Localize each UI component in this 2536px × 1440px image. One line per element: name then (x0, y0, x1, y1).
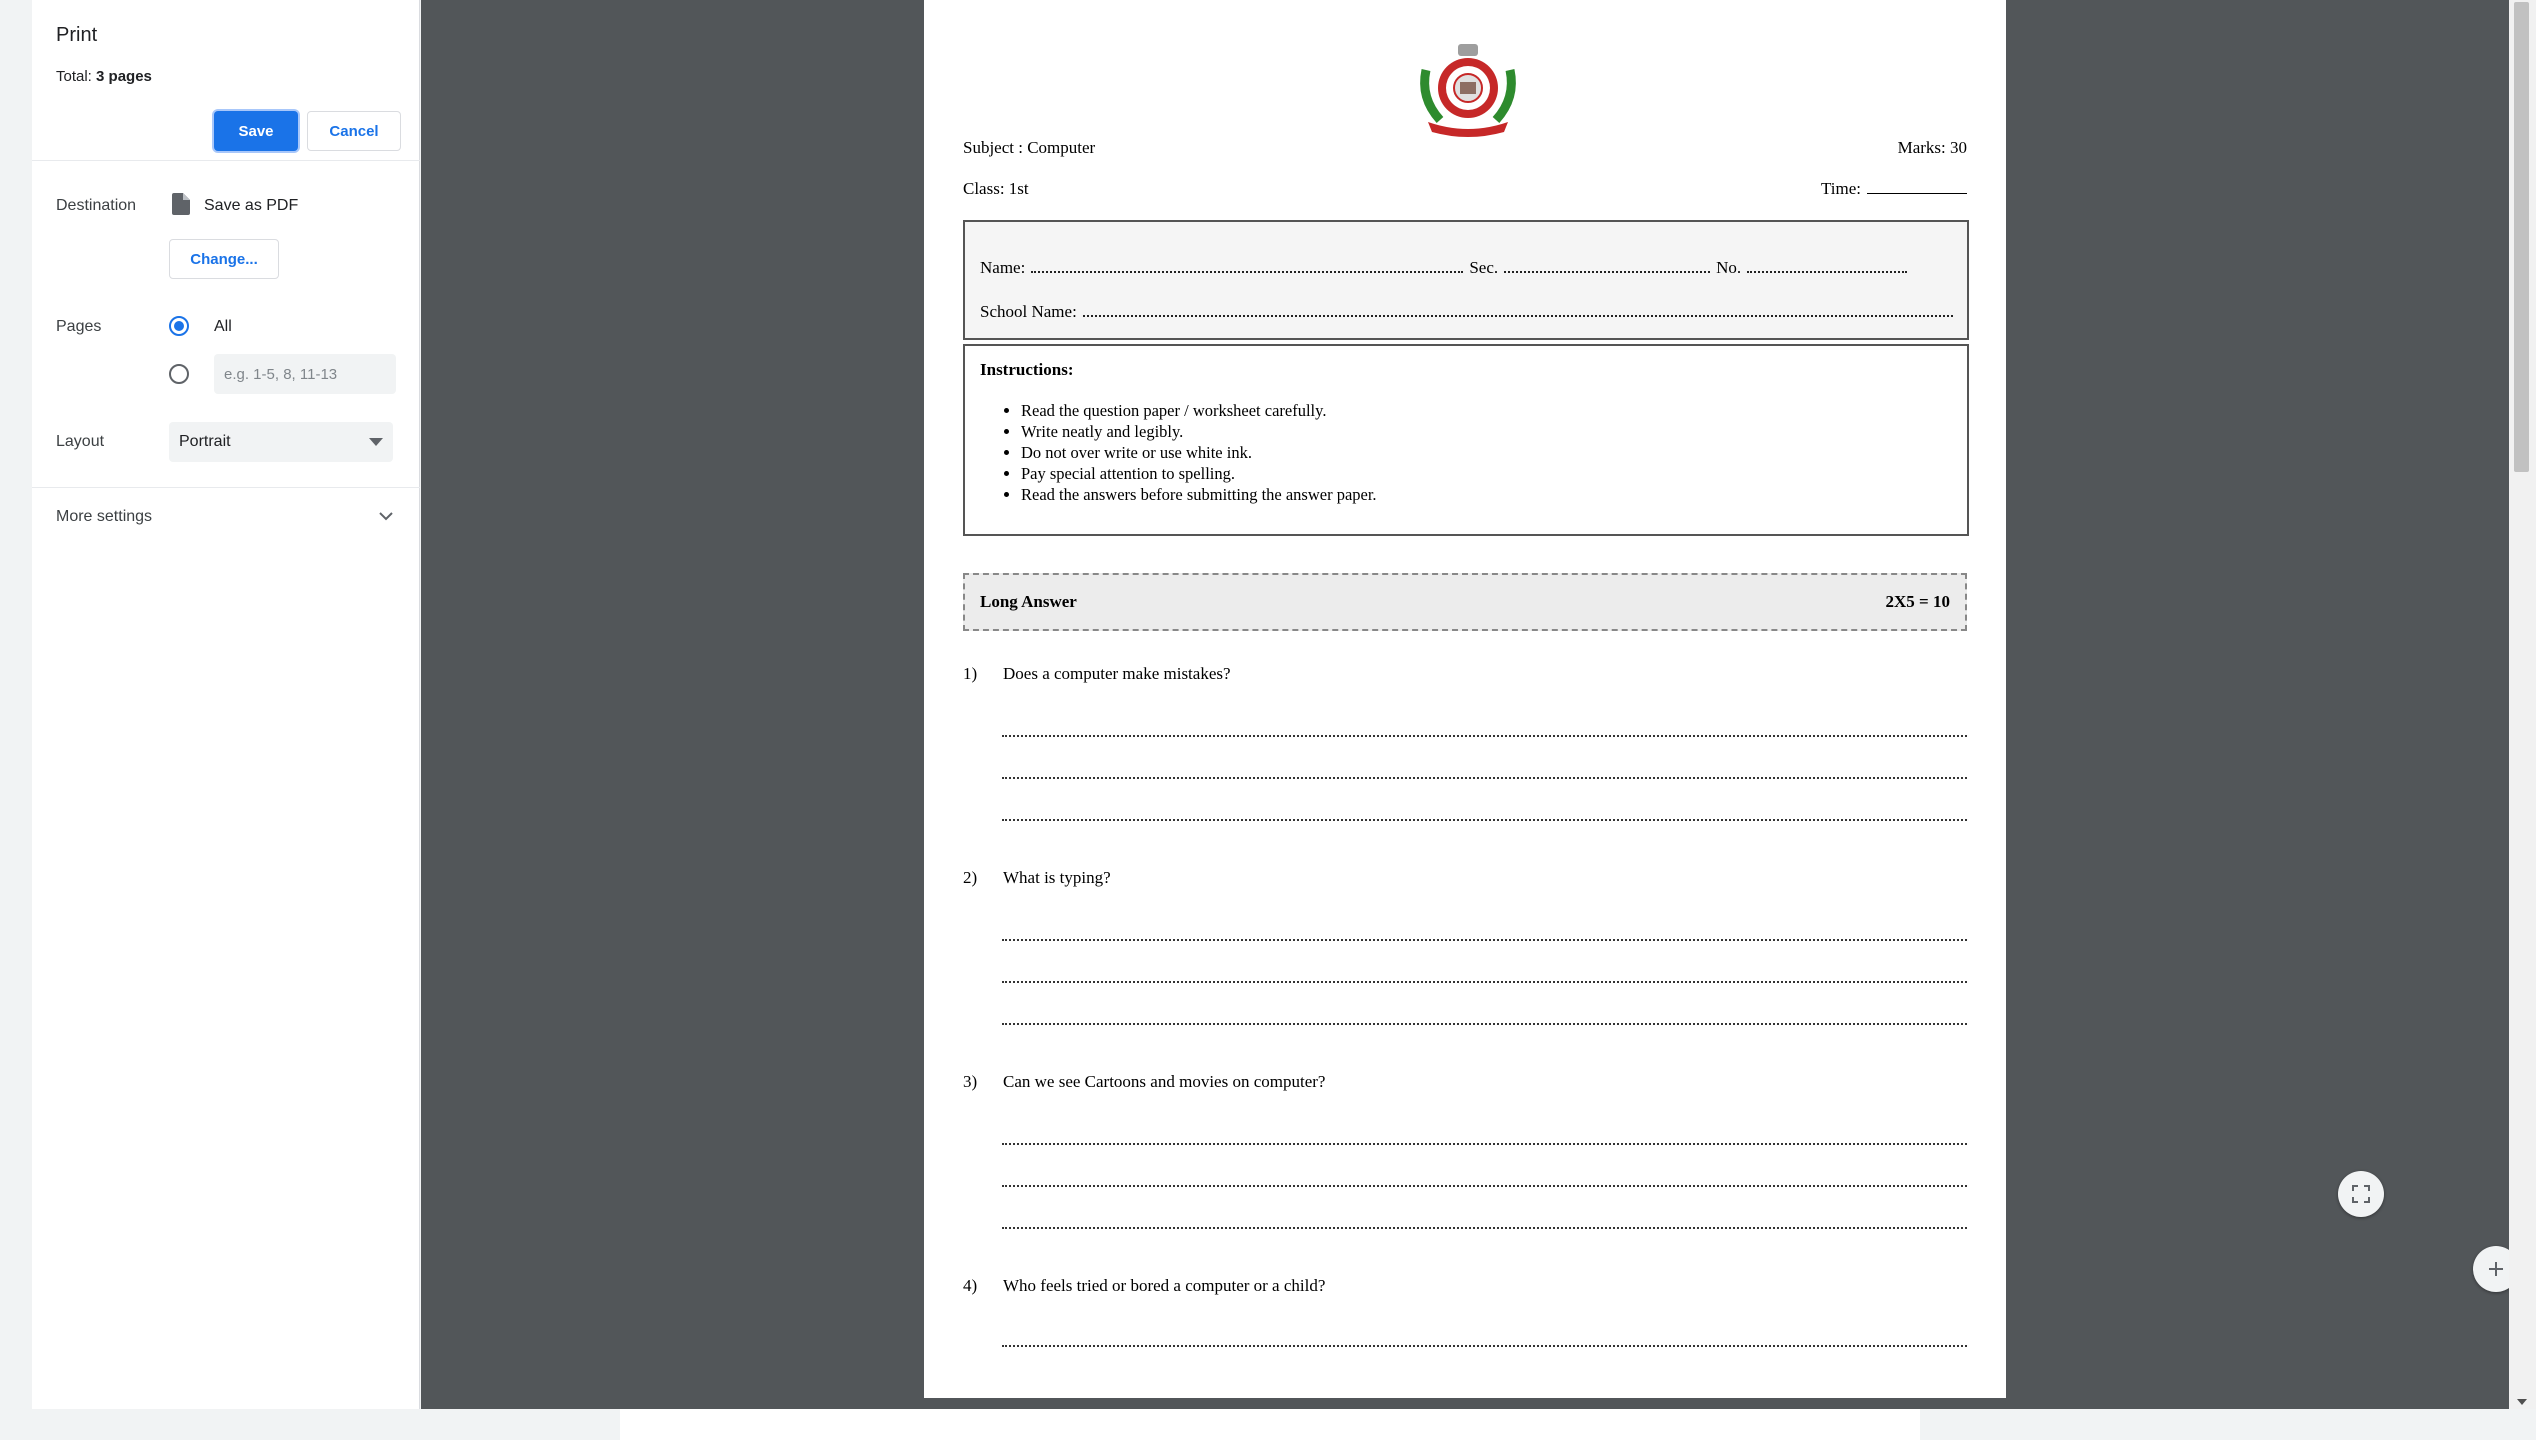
preview-page (924, 0, 2006, 1398)
student-info-box (963, 220, 1969, 340)
preview-scrollbar[interactable] (2509, 0, 2536, 1409)
instruction-item: • Write neatly and legibly. (1021, 421, 1377, 442)
more-settings-label: More settings (56, 508, 153, 525)
total-pages (56, 68, 152, 85)
instruction-item: • Read the answers before submitting the answer paper. (1021, 484, 1377, 505)
school-crest-logo (1414, 36, 1522, 140)
print-settings-panel (32, 0, 420, 1409)
question-number: 3) (963, 1072, 978, 1091)
sec-blank (1504, 261, 1710, 273)
answer-line (1002, 939, 1967, 941)
bottom-strip (620, 1409, 1920, 1440)
question-text: Does a computer make mistakes? (1003, 664, 1231, 683)
subject-text: Subject : Computer (963, 138, 1096, 157)
school-row (980, 302, 1959, 322)
chevron-down-icon (376, 506, 396, 526)
fit-to-page-icon (2352, 1185, 2370, 1203)
question-text: Who feels tried or bored a computer or a child? (1003, 1276, 1326, 1295)
scrollbar-thumb[interactable] (2514, 2, 2529, 472)
total-value: 3 pages (96, 68, 152, 85)
time-field (1821, 179, 1967, 199)
layout-select-value: Portrait (179, 433, 231, 450)
school-label: School Name: (980, 302, 1077, 321)
answer-line (1002, 819, 1967, 821)
time-label: Time: (1820, 179, 1861, 198)
dropdown-caret-icon (369, 438, 383, 446)
pages-custom-radio[interactable] (169, 364, 189, 384)
answer-line (1002, 1023, 1967, 1025)
answer-line (1002, 777, 1967, 779)
destination-label: Destination (56, 197, 137, 214)
question (963, 868, 1111, 888)
answer-line (1002, 1227, 1967, 1229)
header-divider (32, 160, 420, 161)
print-dialog-title: Print (56, 24, 98, 46)
question-text: What is typing? (1003, 868, 1111, 887)
question (963, 664, 1231, 684)
instruction-item: • Read the question paper / worksheet carefully. (1021, 400, 1377, 421)
fit-to-page-button[interactable] (2338, 1171, 2384, 1217)
question-text: Can we see Cartoons and movies on computer? (1003, 1072, 1326, 1091)
no-label: No. (1716, 258, 1742, 277)
class-text: Class: 1st (963, 179, 1029, 198)
question-number: 2) (963, 868, 978, 887)
name-label: Name: (980, 258, 1026, 277)
cancel-button[interactable]: Cancel (307, 111, 401, 151)
section-header (963, 573, 1967, 631)
answer-line (1002, 1143, 1967, 1145)
zoom-in-icon (2487, 1260, 2505, 1278)
zoom-in-button[interactable] (2473, 1246, 2509, 1292)
instructions-box (963, 344, 1969, 536)
pages-all-label: All (214, 318, 232, 335)
total-label: Total: (56, 68, 92, 85)
name-row (980, 258, 1913, 278)
layout-select[interactable] (169, 422, 393, 462)
answer-line (1002, 1345, 1967, 1347)
layout-label: Layout (56, 433, 105, 450)
save-button[interactable]: Save (214, 111, 298, 151)
pages-all-radio[interactable] (169, 316, 189, 336)
answer-line (1002, 981, 1967, 983)
pages-custom-input[interactable] (214, 354, 396, 394)
answer-line (1002, 1185, 1967, 1187)
instructions-list (1021, 400, 1377, 505)
instruction-item: • Pay special attention to spelling. (1021, 463, 1377, 484)
no-blank (1747, 261, 1907, 273)
pages-label: Pages (56, 318, 102, 335)
print-preview-area (421, 0, 2509, 1409)
change-destination-button[interactable]: Change... (169, 239, 279, 279)
name-blank (1031, 261, 1463, 273)
school-blank (1083, 305, 1953, 317)
answer-line (1002, 735, 1967, 737)
sec-label: Sec. (1469, 258, 1499, 277)
question (963, 1276, 1325, 1296)
question (963, 1072, 1325, 1092)
section-title: Long Answer (980, 592, 1077, 611)
question-number: 1) (963, 664, 978, 683)
more-settings-toggle[interactable] (32, 488, 420, 546)
instruction-item: • Do not over write or use white ink. (1021, 442, 1377, 463)
section-marks: 2X5 = 10 (1885, 592, 1950, 611)
scroll-down-arrow-icon[interactable] (2517, 1399, 2527, 1405)
destination-value: Save as PDF (204, 197, 299, 214)
time-blank (1867, 180, 1967, 194)
question-number: 4) (963, 1276, 978, 1295)
file-icon (172, 193, 190, 215)
marks-text: Marks: 30 (1897, 138, 1967, 157)
instructions-title: Instructions: (980, 360, 1074, 379)
